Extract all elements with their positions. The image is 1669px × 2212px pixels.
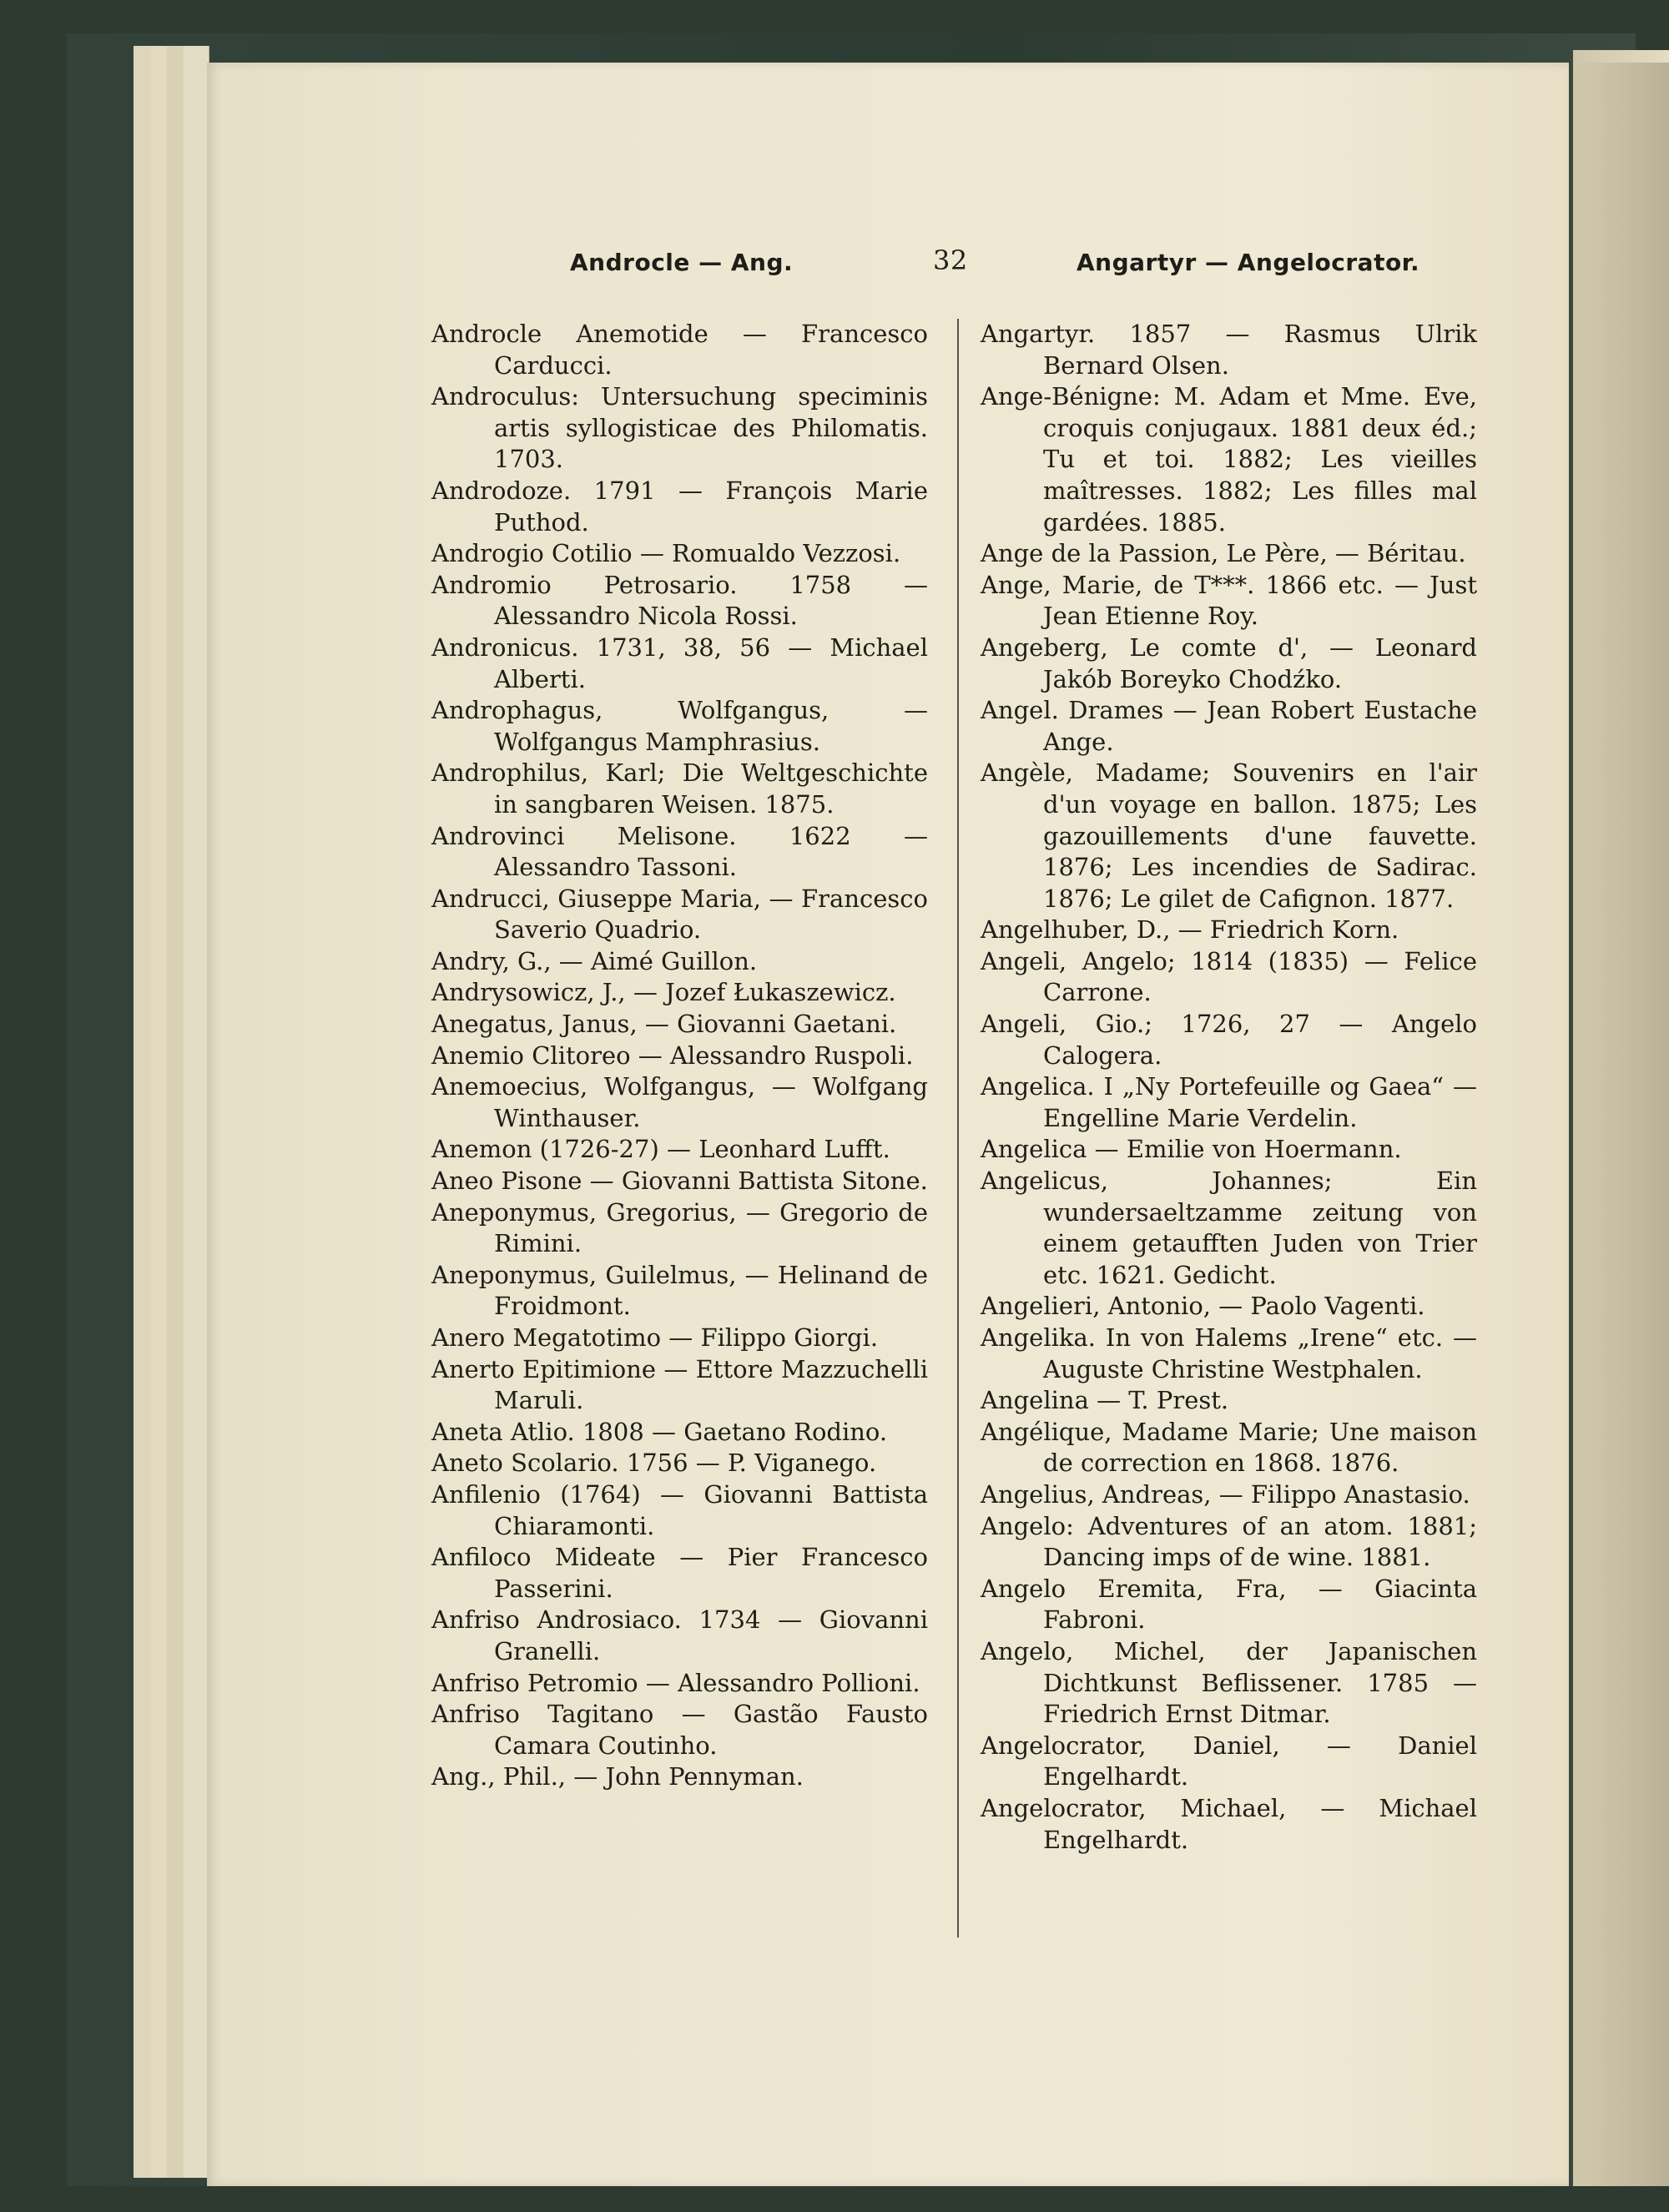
- entry: Angelika. In von Halems „Irene“ etc. — Auguste Christine Westphalen.: [981, 1323, 1477, 1383]
- entry: Anegatus, Janus, — Giovanni Gaetani.: [431, 1010, 897, 1039]
- entry: Anero Megatotimo — Filippo Giorgi.: [431, 1323, 879, 1352]
- entry: Angélique, Madame Marie; Une maison de correction en 1868. 1876.: [981, 1417, 1477, 1478]
- entry: Angelhuber, D., — Friedrich Korn.: [981, 915, 1399, 945]
- entry: Andronicus. 1731, 38, 56 — Michael Alberti.: [431, 632, 928, 693]
- left-column: [431, 319, 928, 1793]
- entry: Androcle Anemotide — Francesco Carducci.: [431, 320, 928, 380]
- entry: Ang., Phil., — John Pennyman.: [431, 1762, 804, 1791]
- entry: Aneponymus, Guilelmus, — Helinand de Froidmont.: [431, 1260, 928, 1321]
- entry: Andrysowicz, J., — Jozef Łukaszewicz.: [431, 978, 896, 1007]
- entry: Aneto Scolario. 1756 — P. Viganego.: [431, 1449, 877, 1478]
- entry: Angeberg, Le comte d', — Leonard Jakób Boreyko Chodźko.: [981, 632, 1477, 693]
- entry: Angartyr. 1857 — Rasmus Ulrik Bernard Olsen.: [981, 320, 1477, 380]
- entry: Ange, Marie, de T***. 1866 etc. — Just Jean Etienne Roy.: [981, 570, 1477, 631]
- entry: Angelina — T. Prest.: [981, 1386, 1229, 1415]
- entry: Andry, G., — Aimé Guillon.: [431, 946, 758, 975]
- entry: Anerto Epitimione — Ettore Mazzuchelli Maruli.: [431, 1354, 928, 1415]
- entry: Angelica. I „Ny Portefeuille og Gaea“ — Engelline Marie Verdelin.: [981, 1072, 1477, 1132]
- entry: Angelica — Emilie von Hoermann.: [981, 1135, 1402, 1164]
- entry: Angelius, Andreas, — Filippo Anastasio.: [981, 1479, 1470, 1509]
- entry: Anemio Clitoreo — Alessandro Ruspoli.: [431, 1040, 914, 1070]
- entry: Androvinci Melisone. 1622 — Alessandro Tassoni.: [431, 821, 928, 882]
- entry: Androgio Cotilio — Romualdo Vezzosi.: [431, 539, 901, 568]
- entry: Anfiloco Mideate — Pier Francesco Passerini.: [431, 1543, 928, 1603]
- entry: Angelo: Adventures of an atom. 1881; Dancing imps of de wine. 1881.: [981, 1511, 1477, 1572]
- entry: Angèle, Madame; Souvenirs en l'air d'un voyage en ballon. 1875; Les gazouillements d'une fauvette. 1876; Les incendies de Sadirac. 1876; Le gilet de Cafignon. 1877.: [981, 758, 1477, 913]
- entry: Ange de la Passion, Le Père, — Béritau.: [981, 539, 1466, 568]
- entry: Andromio Petrosario. 1758 — Alessandro Nicola Rossi.: [431, 570, 928, 631]
- entry: Anfriso Tagitano — Gastão Fausto Camara Coutinho.: [431, 1700, 928, 1760]
- page-number: 32: [933, 244, 968, 276]
- entry: Angelocrator, Daniel, — Daniel Engelhardt.: [981, 1731, 1477, 1791]
- running-head-left: Androcle — Ang.: [570, 249, 794, 276]
- entry: Androculus: Untersuchung speciminis artis syllogisticae des Philomatis. 1703.: [431, 382, 928, 474]
- entry: Angelicus, Johannes; Ein wundersaeltzamme zeitung von einem getaufften Juden von Trier etc. 1621. Gedicht.: [981, 1166, 1477, 1289]
- entry: Androdoze. 1791 — François Marie Puthod.: [431, 476, 928, 537]
- entry: Aneta Atlio. 1808 — Gaetano Rodino.: [431, 1417, 888, 1446]
- entry: Angelieri, Antonio, — Paolo Vagenti.: [981, 1292, 1425, 1321]
- page-stack-edge: [184, 46, 209, 2178]
- running-head-right: Angartyr — Angelocrator.: [1077, 249, 1420, 276]
- entry: Aneo Pisone — Giovanni Battista Sitone.: [431, 1166, 928, 1196]
- entry: Angel. Drames — Jean Robert Eustache Ange.: [981, 696, 1477, 756]
- entry: Angelo Eremita, Fra, — Giacinta Fabroni.: [981, 1574, 1477, 1635]
- spine-shadow: [1577, 63, 1669, 2186]
- entry: Anfriso Androsiaco. 1734 — Giovanni Granelli.: [431, 1605, 928, 1665]
- entry: Androphagus, Wolfgangus, — Wolfgangus Mamphrasius.: [431, 696, 928, 756]
- column-divider: [957, 319, 959, 1937]
- entry: Angelocrator, Michael, — Michael Engelhardt.: [981, 1793, 1477, 1854]
- entry: Aneponymus, Gregorius, — Gregorio de Rimini.: [431, 1197, 928, 1258]
- entry: Anfriso Petromio — Alessandro Pollioni.: [431, 1668, 920, 1697]
- entry: Angelo, Michel, der Japanischen Dichtkunst Beflissener. 1785 — Friedrich Ernst Ditmar.: [981, 1636, 1477, 1729]
- right-column: [981, 319, 1477, 1856]
- entry: Angeli, Gio.; 1726, 27 — Angelo Calogera.: [981, 1010, 1477, 1070]
- entry: Ange-Bénigne: M. Adam et Mme. Eve, croquis conjugaux. 1881 deux éd.; Tu et toi. 1882; Les vieilles maîtresses. 1882; Les filles mal gardées. 1885.: [981, 382, 1477, 537]
- entry: Anfilenio (1764) — Giovanni Battista Chiaramonti.: [431, 1479, 928, 1540]
- entry: Androphilus, Karl; Die Weltgeschichte in sangbaren Weisen. 1875.: [431, 758, 928, 819]
- entry: Andrucci, Giuseppe Maria, — Francesco Saverio Quadrio.: [431, 884, 928, 945]
- entry: Angeli, Angelo; 1814 (1835) — Felice Carrone.: [981, 946, 1477, 1007]
- entry: Anemoecius, Wolfgangus, — Wolfgang Winthauser.: [431, 1072, 928, 1132]
- entry: Anemon (1726-27) — Leonhard Lufft.: [431, 1135, 890, 1164]
